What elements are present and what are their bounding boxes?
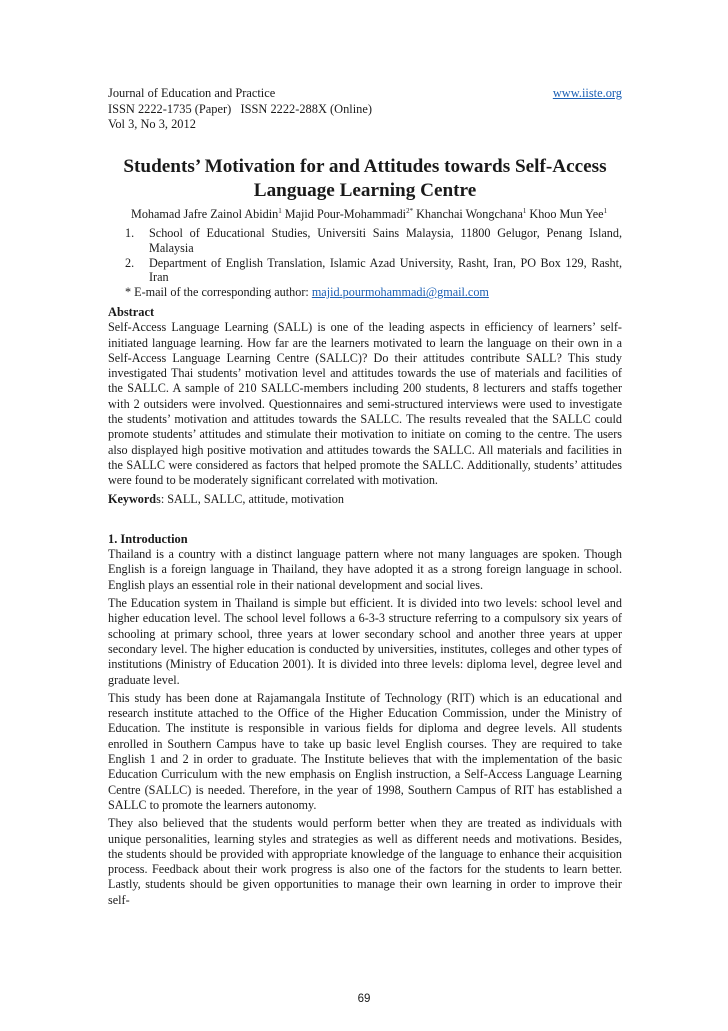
- affiliation-number: 2.: [125, 255, 135, 270]
- corresponding-email-line: [125, 285, 622, 300]
- author-name: Khanchai Wongchana: [413, 207, 523, 222]
- body-paragraph: Thailand is a country with a distinct language pattern where not many languages are spoken. Though English is a foreign language in Thailand, they have adopted it as a strong foreign language in school. English plays an essential role in their national development and social lives.: [108, 547, 622, 592]
- author-name: Khoo Mun Yee: [526, 207, 604, 222]
- volume-line: Vol 3, No 3, 2012: [108, 117, 196, 131]
- running-header: [108, 86, 622, 133]
- abstract-heading: Abstract: [108, 305, 155, 319]
- author-affil-mark: 1: [603, 207, 608, 215]
- keywords-label: Keyword: [108, 491, 157, 506]
- paper-body: [108, 305, 622, 911]
- affiliations: [125, 226, 622, 300]
- affiliation-text: Department of English Translation, Islamic Azad University, Rasht, Iran, PO Box 129, Rasht, Iran: [149, 255, 622, 285]
- page-number: 69: [357, 993, 371, 1005]
- affiliation-number: 1.: [125, 226, 135, 240]
- body-paragraph: The Education system in Thailand is simple but efficient. It is divided into two levels: school level and higher education level. The school level follows a 6-3-3 structure referring to a compulsory six years of schooling at primary school, three years at lower secondary school and another three years at upper secondary level. The higher education is conducted by universities, institutes, colleges and other types of institutions (Ministry of Education 2001). It is divided into three levels: diploma level, degree level and graduate level.: [108, 596, 622, 687]
- issn-line: ISSN 2222-1735 (Paper) ISSN 2222-288X (Online): [108, 101, 372, 116]
- author-affil-mark: 1: [278, 207, 282, 215]
- email-label: * E-mail of the corresponding author:: [125, 285, 312, 300]
- author-list: [131, 207, 607, 222]
- journal-website-link[interactable]: www.iiste.org: [552, 86, 622, 100]
- keywords-text: : SALL, SALLC, attitude, motivation: [160, 491, 344, 506]
- body-paragraph: This study has been done at Rajamangala Institute of Technology (RIT) which is an educational and research institute attached to the Office of the Higher Education Commission, under the Ministry of Education. The institute is responsible in various fields for diploma and degree levels. All students enrolled in Southern Campus have to take up basic level English courses. They are required to take English 1 and 2 in order to graduate. The Institute believes that with the implementation of the basic Education Curriculum with the new emphasis on English instruction, a Self-Access Language Learning Centre (SALLC) is needed. Therefore, in the year of 1998, Southern Campus of RIT has established a SALLC to promote the learners autonomy.: [108, 690, 622, 812]
- journal-name: Journal of Education and Practice: [108, 86, 276, 100]
- keywords-label-suffix: s: [156, 491, 161, 506]
- title-line-1: Students’ Motivation for and Attitudes towards Self-Access: [123, 156, 607, 177]
- title-line-2: Language Learning Centre: [253, 179, 477, 201]
- author-name: Majid Pour-Mohammadi: [281, 207, 407, 222]
- affiliation-text: School of Educational Studies, Universiti Sains Malaysia, 11800 Gelugor, Penang Island, Malaysia: [149, 226, 622, 255]
- email-link[interactable]: majid.pourmohammadi@gmail.com: [311, 285, 489, 300]
- author-name: Mohamad Jafre Zainol Abidin: [131, 207, 279, 222]
- abstract-text: Self-Access Language Learning (SALL) is one of the leading aspects in efficiency of learners’ self-initiated language learning. How far are the learners motivated to learn the language on their own in a Self-Access Language Learning Centre (SALLC)? Do their attitudes contribute SALL? This study investigated Thai students’ motivation level and attitudes towards the use of materials and facilities of the SALLC. A sample of 210 SALLC-members including 200 students, 8 lecturers and staffs together with 2 outsiders were involved. Questionnaires and semi-structured interviews were used to investigate the students’ motivation and attitudes towards the SALLC. The results revealed that the SALLC could promote students’ attitudes and stimulate their motivation to initiate on coming to the centre. The users also displayed high positive motivation and attitudes towards the SALLC. All materials and facilities in the SALLC were considered as factors that helped promote the SALLC. Additionally, students’ attitudes were found to be moderately significant correlated with motivation.: [108, 320, 622, 488]
- affiliation-item: [125, 256, 622, 286]
- paper-title: [108, 155, 622, 202]
- body-paragraph: They also believed that the students would perform better when they are treated as individuals with unique personalities, learning styles and strategies as well as different needs and motivations. Besides, the students should be provided with appropriate knowledge of the language to enhance their acquisition process. Feedback about their work progress is also one of the factors for the students to learn better. Lastly, students should be given opportunities to manage their own learning in order to improve their self-: [108, 816, 622, 907]
- affiliation-item: [125, 226, 622, 256]
- keywords-line: [108, 492, 622, 507]
- author-affil-mark: 1: [522, 207, 527, 215]
- author-affil-mark: 2*: [406, 207, 414, 215]
- introduction-heading: 1. Introduction: [108, 531, 188, 546]
